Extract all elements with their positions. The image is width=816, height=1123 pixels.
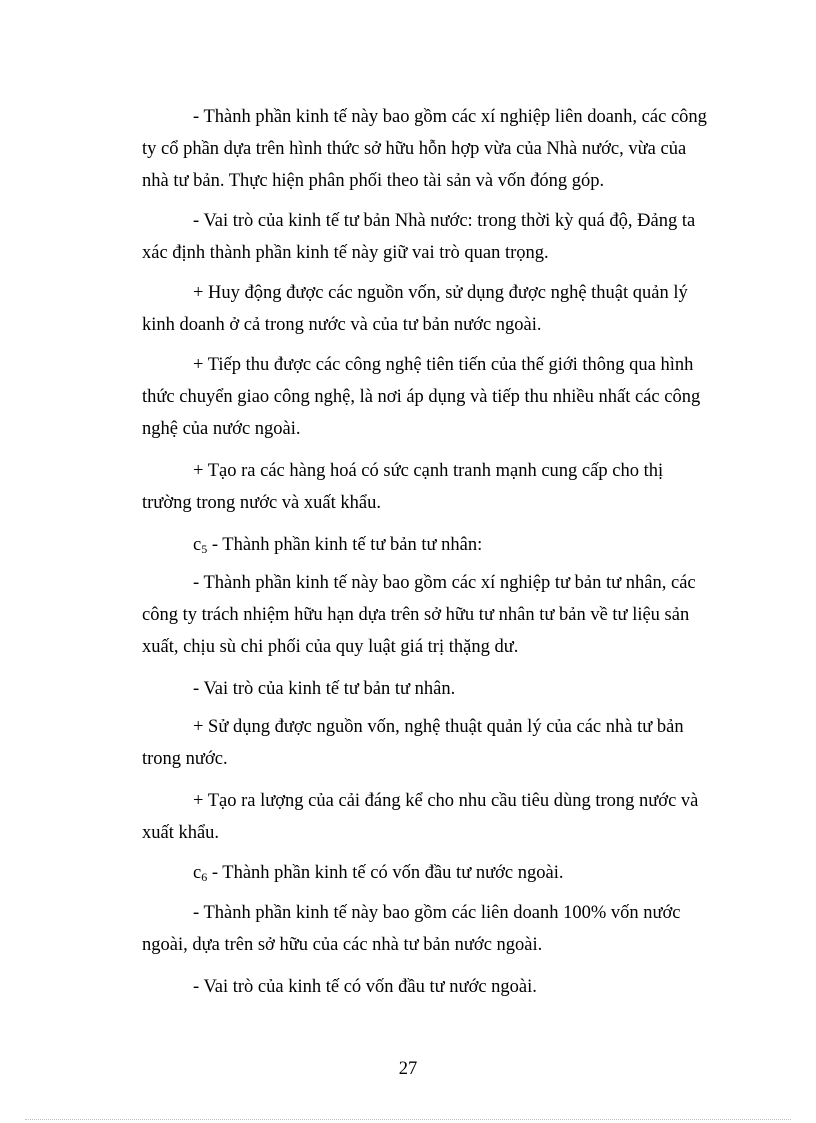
text-line: - Thành phần kinh tế này bao gồm các xí nghiệp tư bản tư nhân, các — [193, 573, 696, 593]
section-label: c — [193, 535, 202, 555]
page-bottom-rule — [25, 1119, 791, 1120]
section-heading-c5 — [193, 534, 728, 556]
text-line: - Thành phần kinh tế có vốn đầu tư nước ngoài. — [207, 863, 564, 883]
text-line: xác định thành phần kinh tế này giữ vai trò quan trọng. — [142, 243, 549, 263]
paragraph-12-line-1 — [193, 902, 728, 924]
paragraph-5-line-1 — [193, 460, 728, 482]
paragraph-2-line-1 — [193, 210, 728, 232]
paragraph-13-line-1 — [193, 976, 728, 998]
text-line: + Sử dụng được nguồn vốn, nghệ thuật quản lý của các nhà tư bản — [193, 717, 684, 737]
text-line: + Tạo ra lượng của cải đáng kể cho nhu cầu tiêu dùng trong nước và — [193, 791, 699, 811]
text-line: - Vai trò của kinh tế tư bản tư nhân. — [193, 679, 456, 699]
section-label-subscript: 6 — [201, 870, 208, 884]
paragraph-4-line-1 — [193, 354, 728, 376]
text-line: nghệ của nước ngoài. — [142, 419, 301, 439]
text-line: xuất, chịu sù chi phối của quy luật giá trị thặng dư. — [142, 637, 519, 657]
section-label: c — [193, 863, 202, 883]
paragraph-2-line-2 — [142, 242, 728, 264]
paragraph-3-line-2 — [142, 314, 728, 336]
paragraph-7-line-2 — [142, 604, 728, 626]
paragraph-10-line-2 — [142, 822, 728, 844]
text-line: + Tạo ra các hàng hoá có sức cạnh tranh mạnh cung cấp cho thị — [193, 461, 664, 481]
paragraph-10-line-1 — [193, 790, 728, 812]
text-line: + Huy động được các nguồn vốn, sử dụng được nghệ thuật quản lý — [193, 283, 688, 303]
paragraph-8-line-1 — [193, 678, 728, 700]
page-number: 27 — [398, 1059, 418, 1079]
section-heading-c6 — [193, 862, 728, 884]
text-line: xuất khẩu. — [142, 823, 220, 843]
text-line: trong nước. — [142, 749, 228, 769]
text-line: công ty trách nhiệm hữu hạn dựa trên sở hữu tư nhân tư bản về tư liệu sản — [142, 605, 690, 625]
text-line: - Vai trò của kinh tế có vốn đầu tư nước ngoài. — [193, 977, 537, 997]
text-line: kinh doanh ở cả trong nước và của tư bản nước ngoài. — [142, 315, 542, 335]
paragraph-3-line-1 — [193, 282, 728, 304]
paragraph-12-line-2 — [142, 934, 728, 956]
paragraph-1-line-3 — [142, 170, 728, 192]
text-line: trường trong nước và xuất khẩu. — [142, 493, 381, 513]
text-line: thức chuyển giao công nghệ, là nơi áp dụng và tiếp thu nhiều nhất các công — [142, 387, 701, 407]
paragraph-4-line-3 — [142, 418, 728, 440]
paragraph-9-line-1 — [193, 716, 728, 738]
paragraph-1-line-2 — [142, 138, 728, 160]
text-line: - Thành phần kinh tế này bao gồm các liên doanh 100% vốn nước — [193, 903, 681, 923]
section-label-subscript: 5 — [201, 542, 208, 556]
text-line: ngoài, dựa trên sở hữu của các nhà tư bản nước ngoài. — [142, 935, 543, 955]
text-line: - Thành phần kinh tế tư bản tư nhân: — [207, 535, 483, 555]
text-line: nhà tư bản. Thực hiện phân phối theo tài sản và vốn đóng góp. — [142, 171, 605, 191]
text-line: - Thành phần kinh tế này bao gồm các xí nghiệp liên doanh, các công — [193, 107, 707, 127]
paragraph-5-line-2 — [142, 492, 728, 514]
paragraph-4-line-2 — [142, 386, 728, 408]
text-line: ty cổ phần dựa trên hình thức sở hữu hỗn hợp vừa của Nhà nước, vừa của — [142, 139, 687, 159]
paragraph-7-line-1 — [193, 572, 728, 594]
text-line: - Vai trò của kinh tế tư bản Nhà nước: trong thời kỳ quá độ, Đảng ta — [193, 211, 696, 231]
text-line: + Tiếp thu được các công nghệ tiên tiến của thế giới thông qua hình — [193, 355, 694, 375]
paragraph-1-line-1 — [193, 106, 728, 128]
paragraph-7-line-3 — [142, 636, 728, 658]
paragraph-9-line-2 — [142, 748, 728, 770]
